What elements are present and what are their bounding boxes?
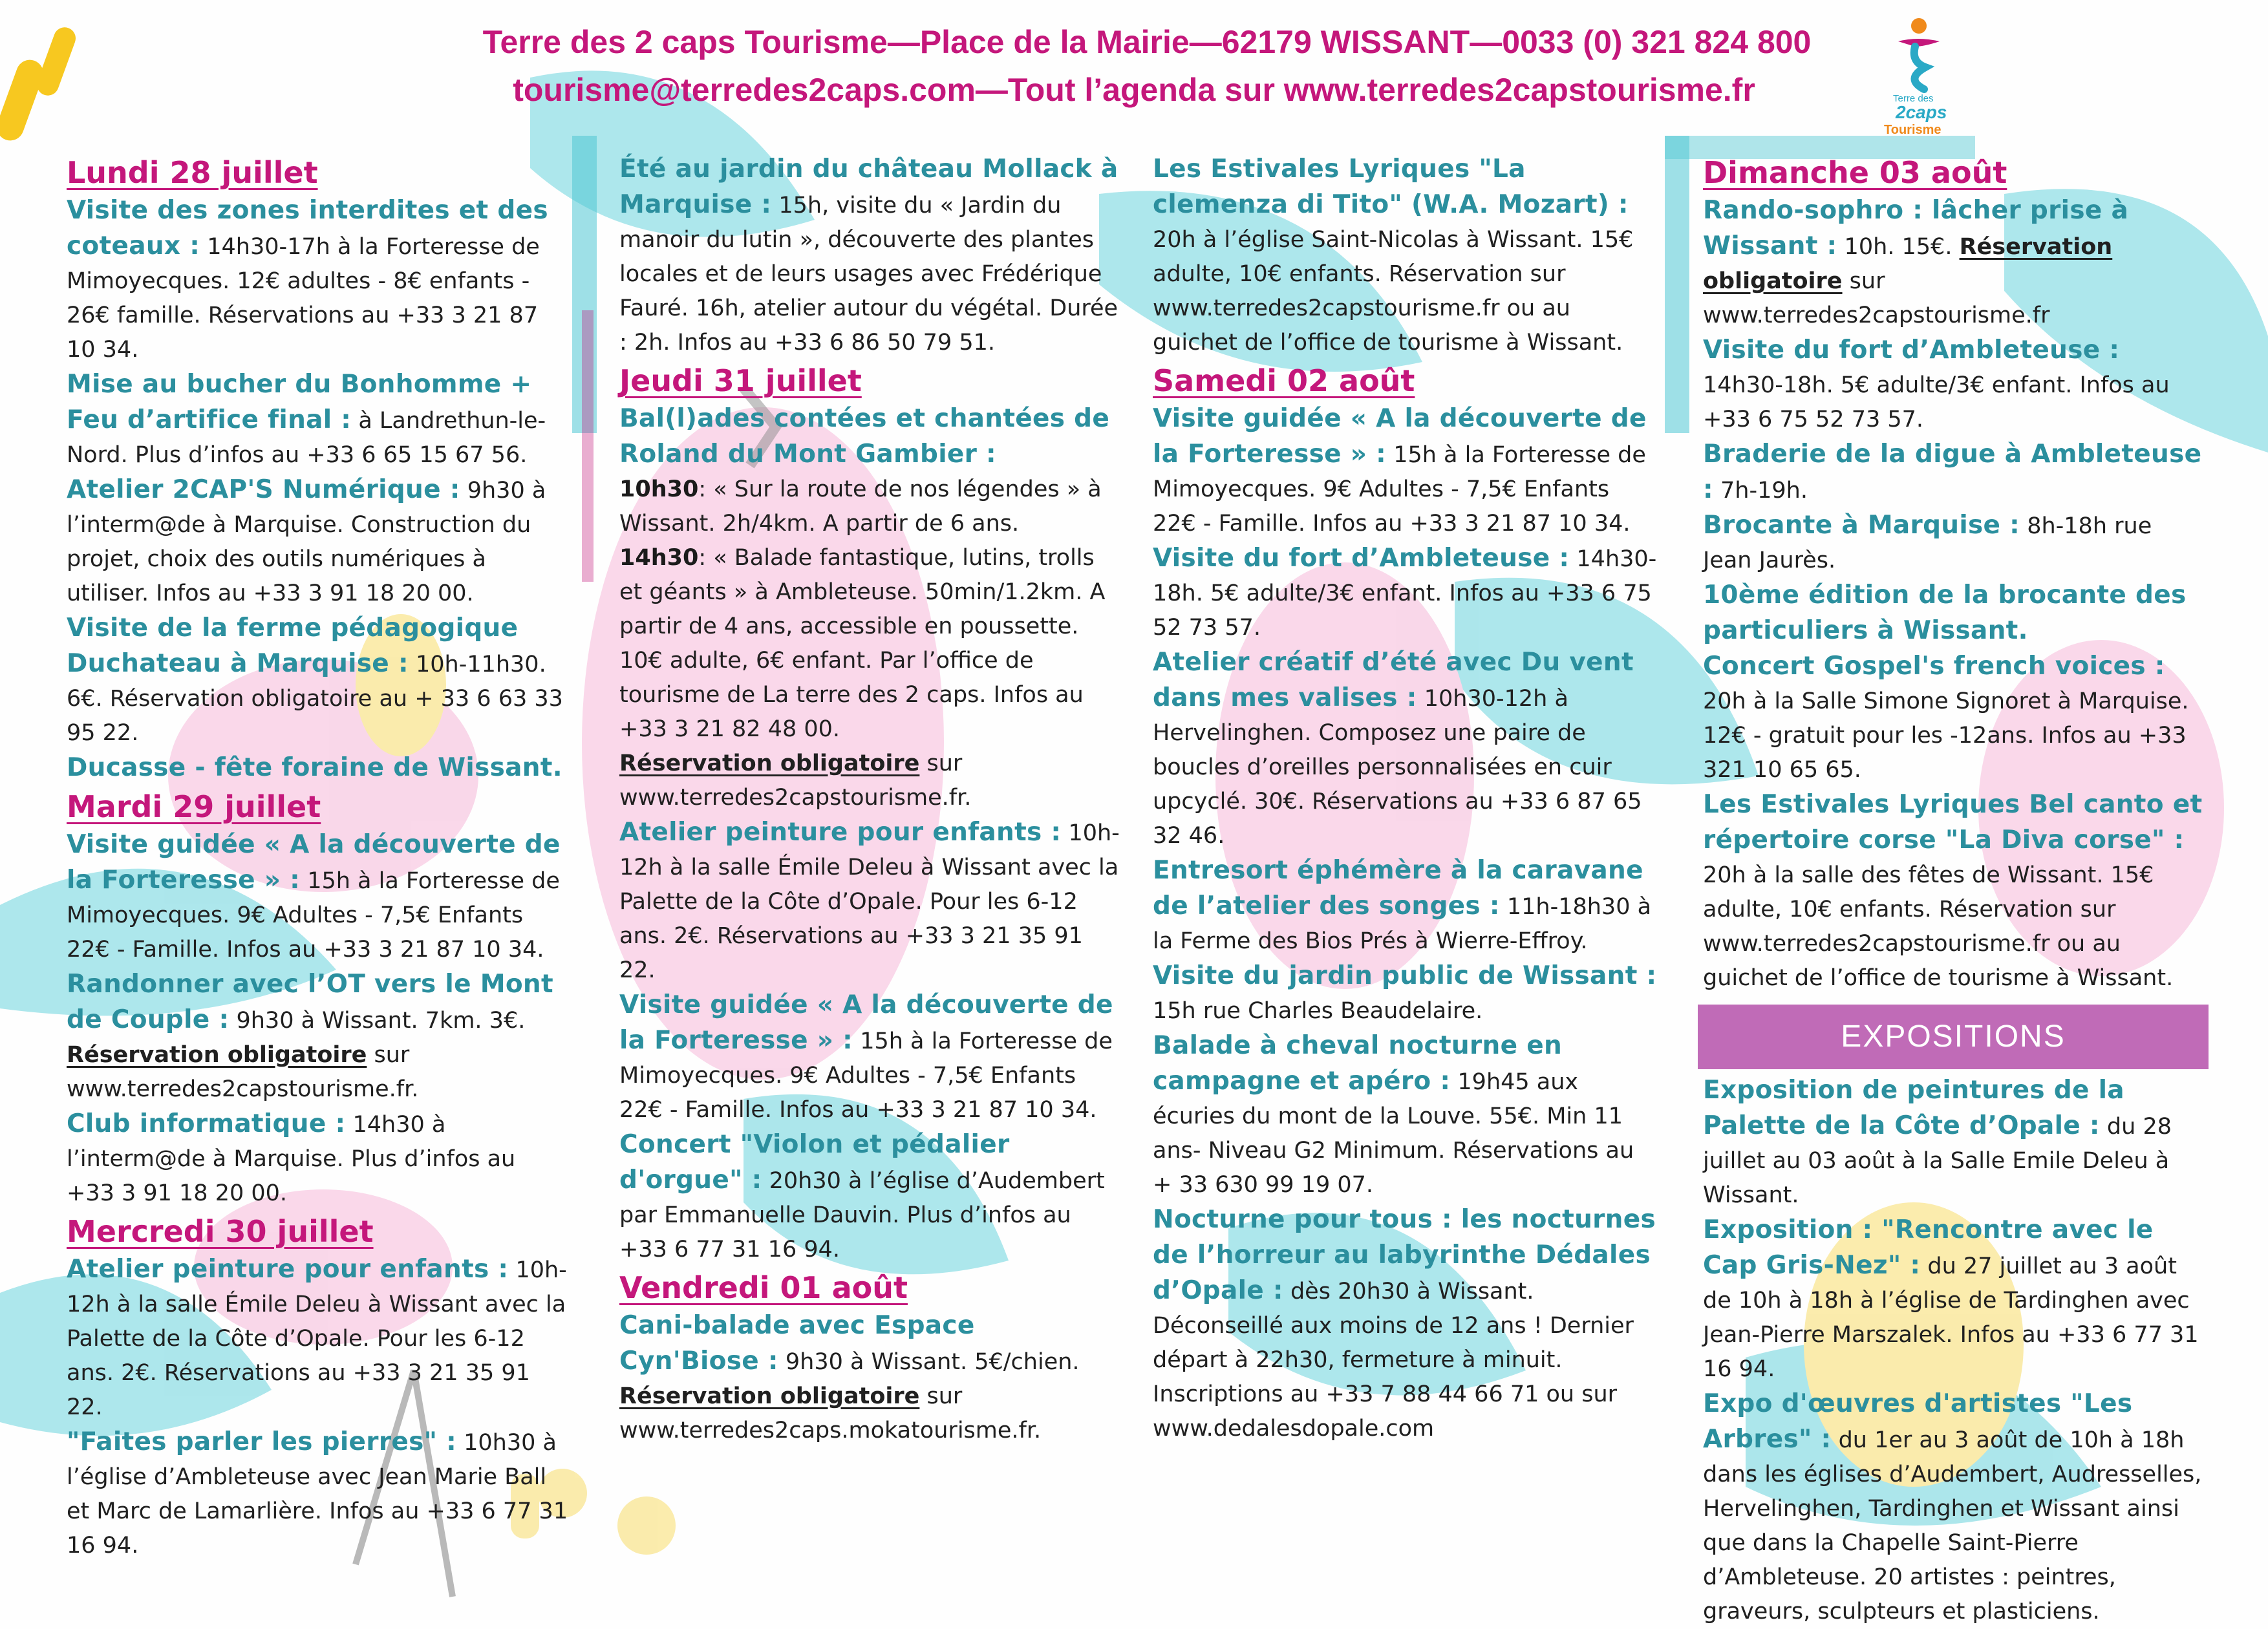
event-entry (67, 751, 570, 786)
event-entry (67, 367, 570, 473)
event-entry (1703, 649, 2206, 787)
event-entry (1703, 508, 2206, 578)
event-title: Cani-balade avec Espace Cyn'Biose : (619, 1311, 975, 1376)
event-entry (1153, 541, 1658, 645)
event-details: sur www.terredes2capstourisme.fr. (67, 1042, 419, 1102)
event-entry (67, 1425, 570, 1563)
event-title: Atelier 2CAP'S Numérique : (67, 475, 460, 504)
event-title: Rando-sophro : lâcher prise à Wissant : (1703, 196, 2129, 261)
event-details: du 28 juillet au 03 août à la Salle Emile Deleu à Wissant. (1703, 1114, 2172, 1208)
event-title: Nocturne pour tous : les nocturnes de l’horreur au labyrinthe Dédales d’Opale : (1153, 1205, 1656, 1305)
logo-text-top: Terre des (1893, 93, 1934, 104)
event-details: 15h à la Forteresse de Mimoyecques. 9€ Adultes - 7,5€ Enfants 22€ - Famille. Infos au +33 3 21 87 10 34. (1153, 442, 1646, 537)
event-details: : « Balade fantastique, lutins, trolls et géants » à Ambleteuse. 50min/1.2km. A partir de 4 ans, accessible en poussette. 10€ adulte, 6€ enfant. Par l’office de tourisme de La terre des 2 caps. Infos au +33 3 21 82 48 00. (619, 545, 1106, 742)
event-details: 20h à la Salle Simone Signoret à Marquise. 12€ - gratuit pour les -12ans. Infos au +33 321 10 65 65. (1703, 688, 2189, 783)
event-title: Atelier peinture pour enfants : (619, 818, 1062, 847)
event-entry (67, 827, 570, 967)
event-title: Les Estivales Lyriques "La clemenza di Tito" (W.A. Mozart) : (1153, 154, 1629, 219)
event-entry (67, 611, 570, 751)
event-details: 8h-18h rue Jean Jaurès. (1703, 513, 2152, 573)
event-entry (619, 1127, 1120, 1267)
reservation-required: Réservation obligatoire (619, 1383, 920, 1409)
event-details: 9h30 à Wissant. 5€/chien. (778, 1349, 1080, 1375)
agenda-column-3 (1153, 152, 1658, 1446)
reservation-required: Réservation obligatoire (619, 751, 920, 776)
event-entry (1153, 401, 1658, 541)
exhibition-entry (1703, 1213, 2206, 1387)
event-entry (1703, 193, 2206, 333)
event-details: 20h à l’église Saint-Nicolas à Wissant. 15€ adulte, 10€ enfants. Réservation sur www.terredes2capstourisme.fr ou au guichet de l’office de tourisme à Wissant. (1153, 227, 1634, 356)
event-entry (1703, 333, 2206, 437)
email-website-line: tourisme@terredes2caps.com—Tout l’agenda sur www.terredes2capstourisme.fr (513, 72, 1755, 108)
event-title: Exposition : "Rencontre avec le Cap Gris-Nez" : (1703, 1215, 2154, 1280)
event-title: Mise au bucher du Bonhomme + Feu d’artifice final : (67, 370, 532, 434)
agenda-column-1 (67, 152, 570, 1563)
event-details: 10h30-12h à Hervelinghen. Composez une paire de boucles d’oreilles personnalisées en cuir upcyclé. 30€. Réservations au +33 6 87 65 32 46. (1153, 686, 1642, 849)
day-heading-lundi: Lundi 28 juillet (67, 155, 318, 190)
event-entry (67, 1107, 570, 1211)
day-heading-mercredi: Mercredi 30 juillet (67, 1214, 374, 1249)
event-entry (619, 401, 1120, 815)
event-entry (1703, 437, 2206, 508)
event-title: "Faites parler les pierres" : (67, 1427, 457, 1456)
event-entry (619, 988, 1120, 1127)
event-entry (1153, 1028, 1658, 1202)
event-details: 15h, visite du « Jardin du manoir du lutin », découverte des plantes locales et de leurs usages avec Frédérique Fauré. 16h, atelier autour du végétal. Durée : 2h. Infos au +33 6 86 50 79 51. (619, 193, 1118, 356)
event-entry (67, 967, 570, 1107)
event-details: 19h45 aux écuries du mont de la Louve. 55€. Min 11 ans- Niveau G2 Minimum. Réservations au + 33 630 99 19 07. (1153, 1069, 1634, 1198)
event-entry (619, 815, 1120, 988)
event-details: 14h30-18h. 5€ adulte/3€ enfant. Infos au +33 6 75 52 73 57. (1703, 372, 2170, 432)
event-title: Visite du fort d’Ambleteuse : (1703, 335, 2120, 365)
event-details: du 27 juillet au 3 août de 10h à 18h à l’église de Tardinghen avec Jean-Pierre Marszalek. Infos au +33 6 77 31 16 94. (1703, 1253, 2199, 1382)
event-details: du 1er au 3 août de 10h à 18h dans les églises d’Audembert, Audresselles, Hervelinghen, Tardinghen et Wissant ainsi que dans la Chapelle Saint-Pierre d’Ambleteuse. 20 artistes : peintres, graveurs, sculpteurs et plasticiens. (1703, 1427, 2202, 1624)
event-entry (67, 1252, 570, 1425)
event-details: sur www.terredes2capstourisme.fr (1703, 268, 2050, 328)
reservation-required: Réservation obligatoire (1703, 234, 2113, 294)
event-title: Atelier créatif d’été avec Du vent dans mes valises : (1153, 648, 1634, 712)
event-title: Concert Gospel's french voices : (1703, 652, 2165, 681)
event-details: 14h30 à l’interm@de à Marquise. Plus d’infos au +33 3 91 18 20 00. (67, 1112, 516, 1206)
event-details: : « Sur la route de nos légendes » à Wissant. 2h/4km. A partir de 6 ans. (619, 476, 1102, 537)
event-details: 20h à la salle des fêtes de Wissant. 15€ adulte, 10€ enfants. Réservation sur www.terredes2capstourisme.fr ou au guichet de l’office de tourisme à Wissant. (1703, 862, 2174, 991)
event-details: 9h30 à Wissant. 7km. 3€. (229, 1008, 526, 1034)
logo-text-bottom: Tourisme (1884, 123, 1942, 137)
event-details: dès 20h30 à Wissant. Déconseillé aux moins de 12 ans ! Dernier départ à 22h30, fermeture à minuit. Inscriptions au +33 7 88 44 66 71 ou sur www.dedalesdopale.com (1153, 1279, 1634, 1442)
event-title: Exposition de peintures de la Palette de la Côte d’Opale : (1703, 1076, 2124, 1140)
event-title: Visite guidée « A la découverte de la Forteresse » : (1153, 404, 1647, 469)
logo-text-main: 2caps (1896, 102, 1947, 122)
event-title: Atelier peinture pour enfants : (67, 1255, 509, 1284)
event-title: Ducasse - fête foraine de Wissant. (67, 753, 562, 782)
event-entry (1153, 1202, 1658, 1446)
event-title: Club informatique : (67, 1109, 346, 1138)
exhibition-entry (1703, 1387, 2206, 1629)
event-details: à Landrethun-le-Nord. Plus d’infos au +33 6 65 15 67 56. (67, 408, 546, 468)
event-title: Visite du fort d’Ambleteuse : (1153, 544, 1570, 573)
event-details: 14h30-17h à la Forteresse de Mimoyecques. 12€ adultes - 8€ enfants - 26€ famille. Réservations au +33 3 21 87 10 34. (67, 234, 540, 363)
event-title: Balade à cheval nocturne en campagne et apéro : (1153, 1031, 1563, 1096)
day-heading-mardi: Mardi 29 juillet (67, 789, 321, 824)
event-details: sur www.terredes2capstourisme.fr. (619, 751, 972, 811)
event-entry (1153, 645, 1658, 853)
event-title: 10ème édition de la brocante des particuliers à Wissant. (1703, 580, 2187, 645)
event-details: sur www.terredes2caps.mokatourisme.fr. (619, 1383, 1042, 1443)
event-title: Visite du jardin public de Wissant : (1153, 961, 1657, 990)
day-heading-dimanche: Dimanche 03 août (1703, 155, 2007, 190)
event-entry (1153, 959, 1658, 1028)
event-title: Randonner avec l’OT vers le Mont de Couple : (67, 970, 553, 1034)
event-title: Bal(l)ades contées et chantées de Roland du Mont Gambier : (619, 404, 1110, 469)
event-title: Les Estivales Lyriques Bel canto et répertoire corse "La Diva corse" : (1703, 790, 2203, 855)
event-details: 20h30 à l’église d’Audembert par Emmanuelle Dauvin. Plus d’infos au +33 6 77 31 16 94. (619, 1168, 1105, 1262)
event-details: 10h-12h à la salle Émile Deleu à Wissant avec la Palette de la Côte d’Opale. Pour les 6-12 ans. 2€. Réservations au +33 3 21 35 91 22. (619, 820, 1120, 983)
event-entry (619, 152, 1120, 360)
agenda-column-2 (619, 152, 1120, 1448)
expositions-banner: EXPOSITIONS (1698, 1005, 2209, 1069)
event-entry (1703, 787, 2206, 996)
event-time: 10h30 (619, 476, 699, 502)
event-details: 15h à la Forteresse de Mimoyecques. 9€ Adultes - 7,5€ Enfants 22€ - Famille. Infos au +33 3 21 87 10 34. (619, 1028, 1113, 1123)
event-details: 10h-12h à la salle Émile Deleu à Wissant avec la Palette de la Côte d’Opale. Pour les 6-12 ans. 2€. Réservations au +33 3 21 35 91 22. (67, 1257, 567, 1420)
event-time: 14h30 (619, 545, 699, 571)
agenda-column-4 (1703, 152, 2206, 1629)
event-title: Visite des zones interdites et des coteaux : (67, 196, 548, 261)
reservation-required: Réservation obligatoire (67, 1042, 367, 1068)
event-entry (1703, 578, 2206, 649)
event-title: Brocante à Marquise : (1703, 511, 2020, 540)
event-title: Visite guidée « A la découverte de la Forteresse » : (619, 990, 1113, 1055)
event-details: 14h30-18h. 5€ adulte/3€ enfant. Infos au +33 6 75 52 73 57. (1153, 546, 1657, 641)
event-title: Expo d'œuvres d'artistes "Les Arbres" : (1703, 1389, 2133, 1454)
event-title: Visite de la ferme pédagogique Duchateau à Marquise : (67, 613, 519, 678)
logo-figure-icon (1879, 17, 1956, 94)
day-heading-jeudi: Jeudi 31 juillet (619, 363, 862, 398)
event-details: 9h30 à l’interm@de à Marquise. Construction du projet, choix des outils numériques à utiliser. Infos au +33 3 91 18 20 00. (67, 478, 546, 606)
tourism-logo (1879, 17, 1956, 137)
event-entry (1153, 152, 1658, 360)
day-heading-samedi: Samedi 02 août (1153, 363, 1415, 398)
event-entry (1153, 853, 1658, 959)
event-title: Braderie de la digue à Ambleteuse : (1703, 440, 2202, 504)
exhibition-entry (1703, 1073, 2206, 1213)
event-entry (67, 193, 570, 367)
event-details: 10h-11h30. 6€. Réservation obligatoire au + 33 6 63 33 95 22. (67, 652, 563, 746)
event-entry (67, 473, 570, 611)
event-entry (619, 1308, 1120, 1448)
day-heading-vendredi: Vendredi 01 août (619, 1270, 908, 1305)
event-title: Entresort éphémère à la caravane de l’atelier des songes : (1153, 856, 1643, 921)
event-details: 10h30 à l’église d’Ambleteuse avec Jean Marie Ball et Marc de Lamarlière. Infos au +33 6 77 31 16 94. (67, 1430, 568, 1559)
event-title: Visite guidée « A la découverte de la Forteresse » : (67, 830, 561, 895)
event-details: 10h. 15€. (1837, 234, 1960, 260)
event-title: Été au jardin du château Mollack à Marquise : (619, 154, 1118, 219)
contact-line: Terre des 2 caps Tourisme—Place de la Mairie—62179 WISSANT—0033 (0) 321 824 800 (482, 24, 1812, 60)
event-details: 7h-19h. (1713, 478, 1808, 504)
event-details: 15h rue Charles Beaudelaire. (1153, 998, 1483, 1024)
event-details: 11h-18h30 à la Ferme des Bios Prés à Wierre-Effroy. (1153, 894, 1652, 954)
event-title: Concert "Violon et pédalier d'orgue" : (619, 1130, 1010, 1195)
event-details: 15h à la Forteresse de Mimoyecques. 9€ Adultes - 7,5€ Enfants 22€ - Famille. Infos au +33 3 21 87 10 34. (67, 868, 560, 963)
